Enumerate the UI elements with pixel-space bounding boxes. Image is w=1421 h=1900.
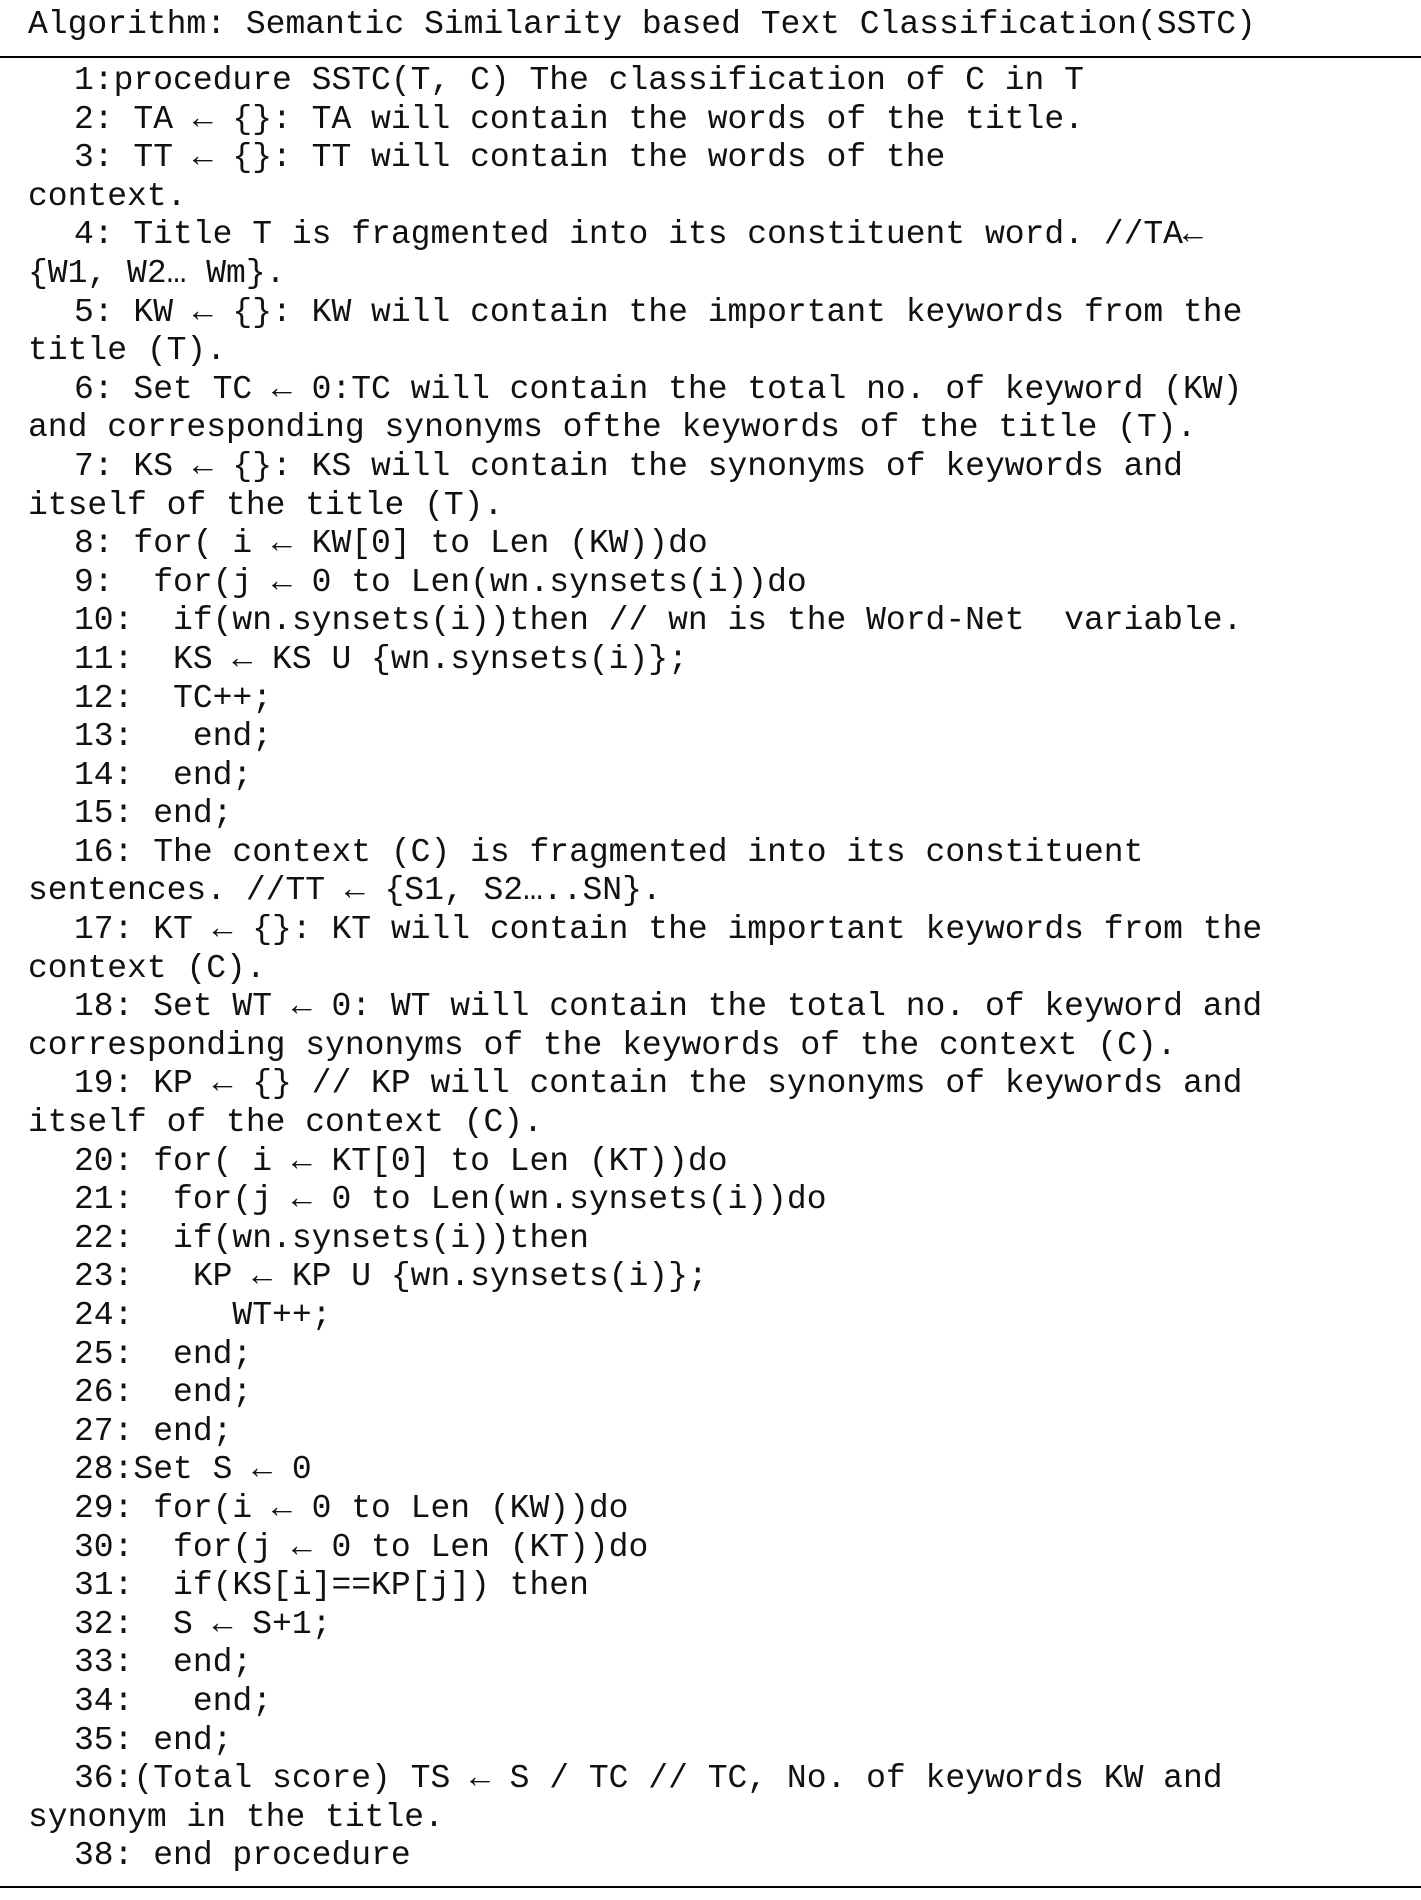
algorithm-line-27: 27: end; bbox=[74, 1412, 233, 1450]
algorithm-line-29: 29: for(i ← 0 to Len (KW))do bbox=[74, 1489, 629, 1527]
top-rule bbox=[0, 56, 1421, 58]
algorithm-line-16: 16: The context (C) is fragmented into its constituent bbox=[74, 833, 1144, 871]
algorithm-line-34: 34: end; bbox=[74, 1682, 273, 1720]
algorithm-line-2: 2: TA ← {}: TA will contain the words of the title. bbox=[74, 100, 1084, 138]
algorithm-line-20: 20: for( i ← KT[0] to Len (KT))do bbox=[74, 1142, 728, 1180]
algorithm-line-8: 8: for( i ← KW[0] to Len (KW))do bbox=[74, 525, 708, 563]
algorithm-line-18-cont: corresponding synonyms of the keywords of the context (C). bbox=[28, 1026, 1177, 1064]
algorithm-line-38: 38: end procedure bbox=[74, 1837, 411, 1875]
algorithm-line-4: 4: Title T is fragmented into its constituent word. //TA← bbox=[74, 216, 1203, 254]
algorithm-line-3: 3: TT ← {}: TT will contain the words of the bbox=[74, 139, 946, 177]
algorithm-line-5: 5: KW ← {}: KW will contain the important keywords from the bbox=[74, 293, 1243, 331]
algorithm-line-26: 26: end; bbox=[74, 1374, 253, 1412]
algorithm-line-19-cont: itself of the context (C). bbox=[28, 1104, 543, 1142]
algorithm-line-1: 1:procedure SSTC(T, C) The classification of C in T bbox=[74, 62, 1084, 99]
algorithm-line-18: 18: Set WT ← 0: WT will contain the total no. of keyword and bbox=[74, 988, 1263, 1026]
algorithm-line-6-cont: and corresponding synonyms ofthe keywords of the title (T). bbox=[28, 409, 1197, 447]
algorithm-line-11: 11: KS ← KS U {wn.synsets(i)}; bbox=[74, 640, 688, 678]
algorithm-line-9: 9: for(j ← 0 to Len(wn.synsets(i))do bbox=[74, 563, 807, 601]
bottom-rule bbox=[0, 1886, 1421, 1888]
algorithm-line-31: 31: if(KS[i]==KP[j]) then bbox=[74, 1567, 589, 1605]
algorithm-line-6: 6: Set TC ← 0:TC will contain the total no. of keyword (KW) bbox=[74, 370, 1243, 408]
algorithm-line-28: 28:Set S ← 0 bbox=[74, 1451, 312, 1489]
algorithm-line-17-cont: context (C). bbox=[28, 949, 266, 987]
algorithm-line-15: 15: end; bbox=[74, 795, 233, 833]
algorithm-line-36: 36:(Total score) TS ← S / TC // TC, No. of keywords KW and bbox=[74, 1760, 1223, 1798]
algorithm-line-23: 23: KP ← KP U {wn.synsets(i)}; bbox=[74, 1258, 708, 1296]
algorithm-line-13: 13: end; bbox=[74, 718, 273, 756]
algorithm-line-33: 33: end; bbox=[74, 1644, 253, 1682]
algorithm-body bbox=[28, 62, 1408, 1876]
algorithm-line-35: 35: end; bbox=[74, 1721, 233, 1759]
algorithm-line-4-cont: {W1, W2… Wm}. bbox=[28, 254, 286, 292]
algorithm-line-30: 30: for(j ← 0 to Len (KT))do bbox=[74, 1528, 649, 1566]
algorithm-line-7: 7: KS ← {}: KS will contain the synonyms of keywords and bbox=[74, 447, 1183, 485]
algorithm-line-17: 17: KT ← {}: KT will contain the important keywords from the bbox=[74, 911, 1263, 949]
algorithm-line-32: 32: S ← S+1; bbox=[74, 1605, 332, 1643]
algorithm-line-21: 21: for(j ← 0 to Len(wn.synsets(i))do bbox=[74, 1181, 827, 1219]
algorithm-line-14: 14: end; bbox=[74, 756, 253, 794]
algorithm-line-12: 12: TC++; bbox=[74, 679, 273, 717]
algorithm-line-36-cont: synonym in the title. bbox=[28, 1798, 444, 1836]
algorithm-line-24: 24: WT++; bbox=[74, 1297, 332, 1334]
algorithm-title: Algorithm: Semantic Similarity based Text Classification(SSTC) bbox=[28, 6, 1256, 43]
algorithm-line-5-cont: title (T). bbox=[28, 332, 227, 370]
algorithm-line-7-cont: itself of the title (T). bbox=[28, 486, 504, 524]
algorithm-line-25: 25: end; bbox=[74, 1335, 253, 1373]
algorithm-line-16-cont: sentences. //TT ← {S1, S2…..SN}. bbox=[28, 872, 662, 910]
algorithm-line-19: 19: KP ← {} // KP will contain the synonyms of keywords and bbox=[74, 1065, 1243, 1103]
algorithm-line-10: 10: if(wn.synsets(i))then // wn is the Word-Net variable. bbox=[74, 602, 1243, 640]
algorithm-line-3-cont: context. bbox=[28, 177, 187, 215]
algorithm-line-22: 22: if(wn.synsets(i))then bbox=[74, 1219, 589, 1257]
